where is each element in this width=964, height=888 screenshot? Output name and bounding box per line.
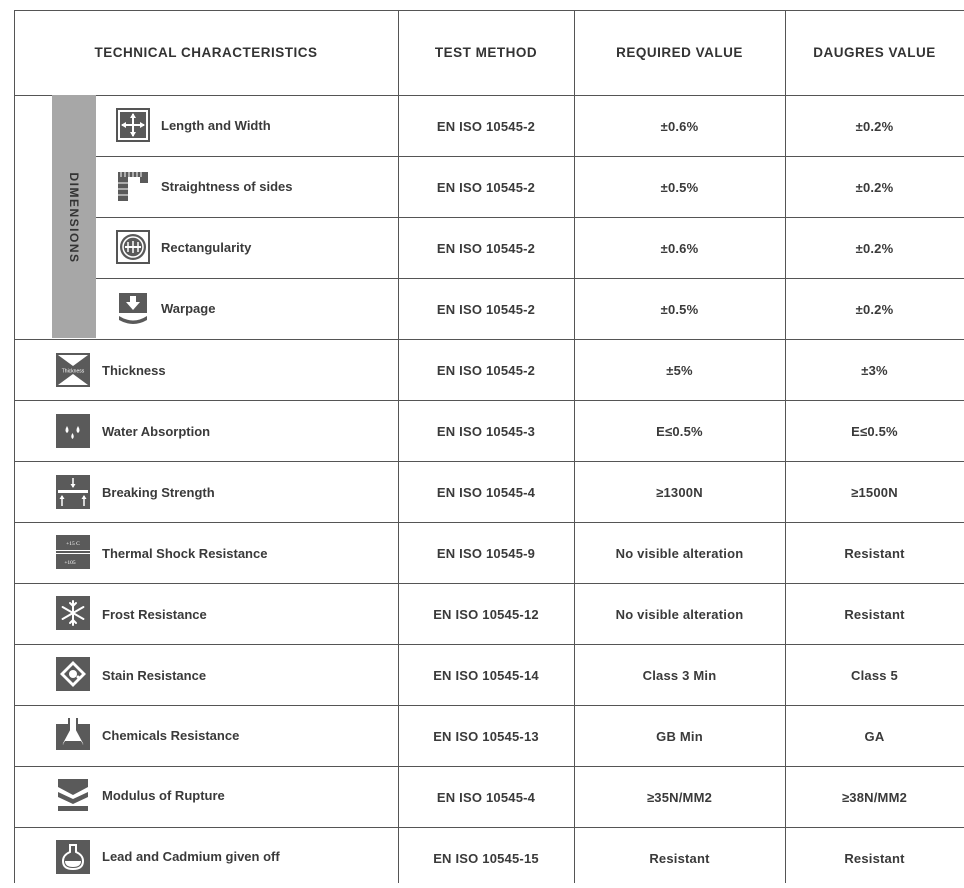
snowflake-icon xyxy=(56,596,90,630)
stain-icon xyxy=(56,657,90,691)
straightness-icon xyxy=(116,169,150,203)
characteristic-label: Lead and Cadmium given off xyxy=(102,848,280,864)
required-value-cell: No visible alteration xyxy=(615,545,744,561)
required-value-cell: E≤0.5% xyxy=(656,423,703,439)
characteristic-label: Stain Resistance xyxy=(102,667,207,683)
test-method-cell: EN ISO 10545-15 xyxy=(433,850,539,866)
chemical-flask-icon xyxy=(56,716,90,750)
required-value-cell: Resistant xyxy=(649,850,710,866)
header-required-value: REQUIRED VALUE xyxy=(616,45,743,60)
characteristic-label: Thickness xyxy=(102,362,166,378)
test-method-cell: EN ISO 10545-2 xyxy=(436,240,536,256)
daugres-value-cell: ≥38N/MM2 xyxy=(841,789,908,805)
daugres-value-cell: E≤0.5% xyxy=(851,423,898,439)
svg-text:+105: +105 xyxy=(64,560,76,566)
breaking-strength-icon xyxy=(56,475,90,509)
characteristic-label: Water Absorption xyxy=(102,423,211,439)
header-daugres-value: DAUGRES VALUE xyxy=(813,45,936,60)
test-method-cell: EN ISO 10545-4 xyxy=(436,789,536,805)
test-method-cell: EN ISO 10545-2 xyxy=(436,301,536,317)
daugres-value-cell: Resistant xyxy=(844,606,905,622)
required-value-cell: ±0.6% xyxy=(660,118,699,134)
water-drops-icon xyxy=(56,414,90,448)
characteristic-label: Modulus of Rupture xyxy=(102,787,225,803)
daugres-value-cell: Class 5 xyxy=(851,667,898,683)
dimension-label: Straightness of sides xyxy=(161,178,293,194)
daugres-value-cell: ±0.2% xyxy=(855,301,894,317)
dimensions-label: DIMENSIONS xyxy=(67,172,81,264)
flask-icon xyxy=(56,840,90,874)
technical-characteristics-table xyxy=(14,10,964,883)
daugres-value-cell: Resistant xyxy=(844,850,905,866)
daugres-value-cell: ±0.2% xyxy=(855,118,894,134)
daugres-value-cell: GA xyxy=(864,728,885,744)
header-characteristics: TECHNICAL CHARACTERISTICS xyxy=(94,45,318,60)
svg-text:Thickness: Thickness xyxy=(61,368,85,375)
required-value-cell: ≥35N/MM2 xyxy=(646,789,713,805)
test-method-cell: EN ISO 10545-14 xyxy=(433,667,539,683)
length-width-icon xyxy=(116,108,150,142)
characteristic-label: Chemicals Resistance xyxy=(102,727,240,743)
test-method-cell: EN ISO 10545-3 xyxy=(436,423,536,439)
characteristic-label: Thermal Shock Resistance xyxy=(102,545,268,561)
warpage-icon xyxy=(116,291,150,325)
daugres-value-cell: Resistant xyxy=(844,545,905,561)
daugres-value-cell: ≥1500N xyxy=(851,484,898,500)
test-method-cell: EN ISO 10545-12 xyxy=(433,606,539,622)
test-method-cell: EN ISO 10545-2 xyxy=(436,362,536,378)
header-test-method: TEST METHOD xyxy=(434,45,538,60)
characteristic-label: Breaking Strength xyxy=(102,484,215,500)
required-value-cell: No visible alteration xyxy=(615,606,744,622)
modulus-rupture-icon xyxy=(56,778,90,812)
dimension-label: Length and Width xyxy=(161,117,271,133)
thickness-icon xyxy=(56,353,90,387)
required-value-cell: ±0.6% xyxy=(660,240,699,256)
required-value-cell: GB Min xyxy=(656,728,703,744)
thermal-shock-icon xyxy=(56,535,90,569)
required-value-cell: ±0.5% xyxy=(660,301,699,317)
characteristic-label: Frost Resistance xyxy=(102,606,207,622)
daugres-value-cell: ±3% xyxy=(861,362,888,378)
test-method-cell: EN ISO 10545-2 xyxy=(436,179,536,195)
daugres-value-cell: ±0.2% xyxy=(855,240,894,256)
dimension-label: Rectangularity xyxy=(161,239,252,255)
dimension-label: Warpage xyxy=(161,300,216,316)
test-method-cell: EN ISO 10545-13 xyxy=(433,728,539,744)
daugres-value-cell: ±0.2% xyxy=(855,179,894,195)
test-method-cell: EN ISO 10545-2 xyxy=(436,118,536,134)
svg-text:+15 C: +15 C xyxy=(66,541,80,547)
required-value-cell: ≥1300N xyxy=(656,484,703,500)
rectangularity-icon xyxy=(116,230,150,264)
test-method-cell: EN ISO 10545-4 xyxy=(436,484,536,500)
test-method-cell: EN ISO 10545-9 xyxy=(436,545,536,561)
required-value-cell: ±0.5% xyxy=(660,179,699,195)
required-value-cell: ±5% xyxy=(666,362,693,378)
required-value-cell: Class 3 Min xyxy=(642,667,717,683)
